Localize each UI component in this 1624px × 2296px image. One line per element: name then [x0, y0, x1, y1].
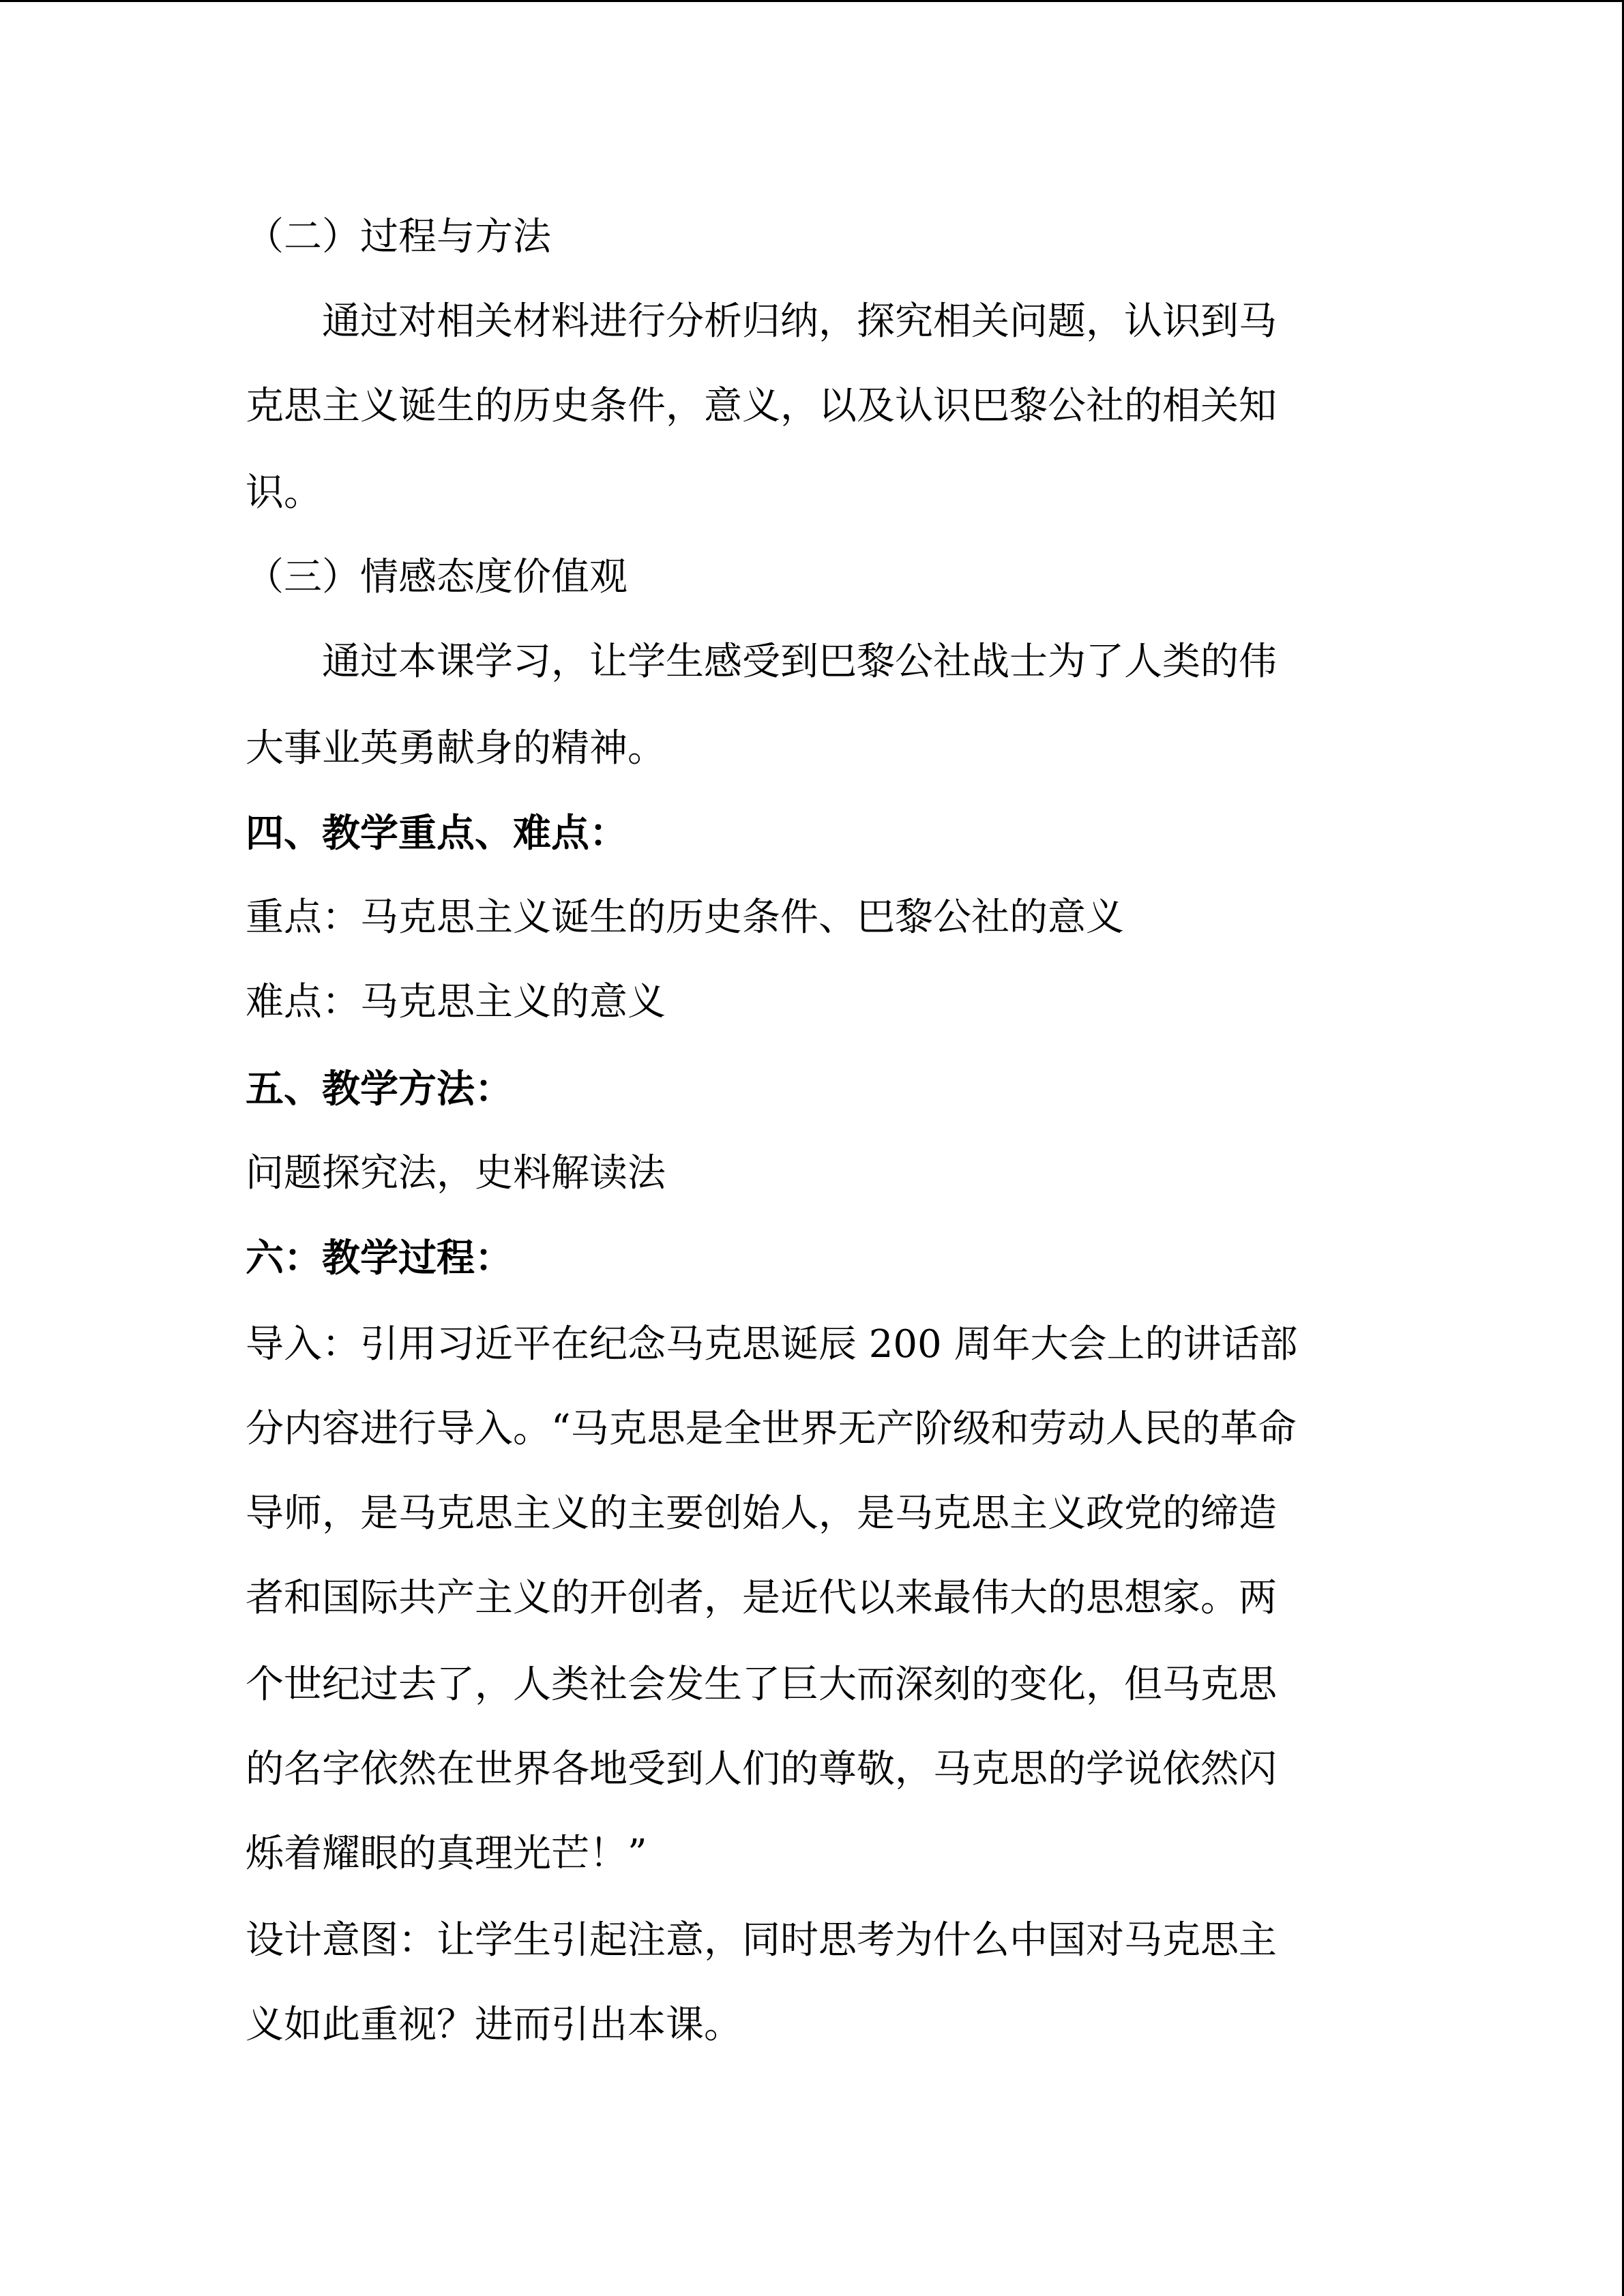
heading-teaching-key-points: 四、教学重点、难点：	[246, 811, 628, 856]
paragraph-line: 分内容进行导入。“马克思是全世界无产阶级和劳动人民的革命	[246, 1407, 1297, 1451]
paragraph-line: 义如此重视？进而引出本课。	[246, 2003, 742, 2047]
section-heading-process-method: （二）过程与方法	[246, 215, 551, 259]
heading-teaching-process: 六：教学过程：	[246, 1236, 513, 1281]
paragraph-line: 的名字依然在世界各地受到人们的尊敬，马克思的学说依然闪	[246, 1747, 1277, 1791]
page-border-top	[0, 0, 1624, 2]
paragraph-line: 通过本课学习，让学生感受到巴黎公社战士为了人类的伟	[322, 640, 1277, 684]
difficult-point-line: 难点：马克思主义的意义	[246, 980, 666, 1024]
paragraph-line: 烁着耀眼的真理光芒！”	[246, 1832, 647, 1876]
paragraph-line: 克思主义诞生的历史条件，意义，以及认识巴黎公社的相关知	[246, 384, 1277, 428]
paragraph-line: 导师，是马克思主义的主要创始人，是马克思主义政党的缔造	[246, 1491, 1277, 1536]
section-heading-emotion-values: （三）情感态度价值观	[246, 555, 628, 599]
heading-teaching-methods: 五、教学方法：	[246, 1067, 513, 1112]
paragraph-line: 导入：引用习近平在纪念马克思诞辰 200 周年大会上的讲话部	[246, 1322, 1298, 1367]
paragraph-line: 设计意图：让学生引起注意，同时思考为什么中国对马克思主	[246, 1918, 1277, 1963]
paragraph-line: 通过对相关材料进行分析归纳，探究相关问题，认识到马	[322, 299, 1277, 344]
paragraph-line: 者和国际共产主义的开创者，是近代以来最伟大的思想家。两	[246, 1576, 1277, 1620]
paragraph-line: 识。	[246, 471, 322, 515]
paragraph-line: 个世纪过去了，人类社会发生了巨大而深刻的变化，但马克思	[246, 1663, 1277, 1707]
paragraph-line: 大事业英勇献身的精神。	[246, 726, 666, 771]
key-point-line: 重点：马克思主义诞生的历史条件、巴黎公社的意义	[246, 895, 1124, 940]
teaching-methods-line: 问题探究法，史料解读法	[246, 1151, 666, 1195]
